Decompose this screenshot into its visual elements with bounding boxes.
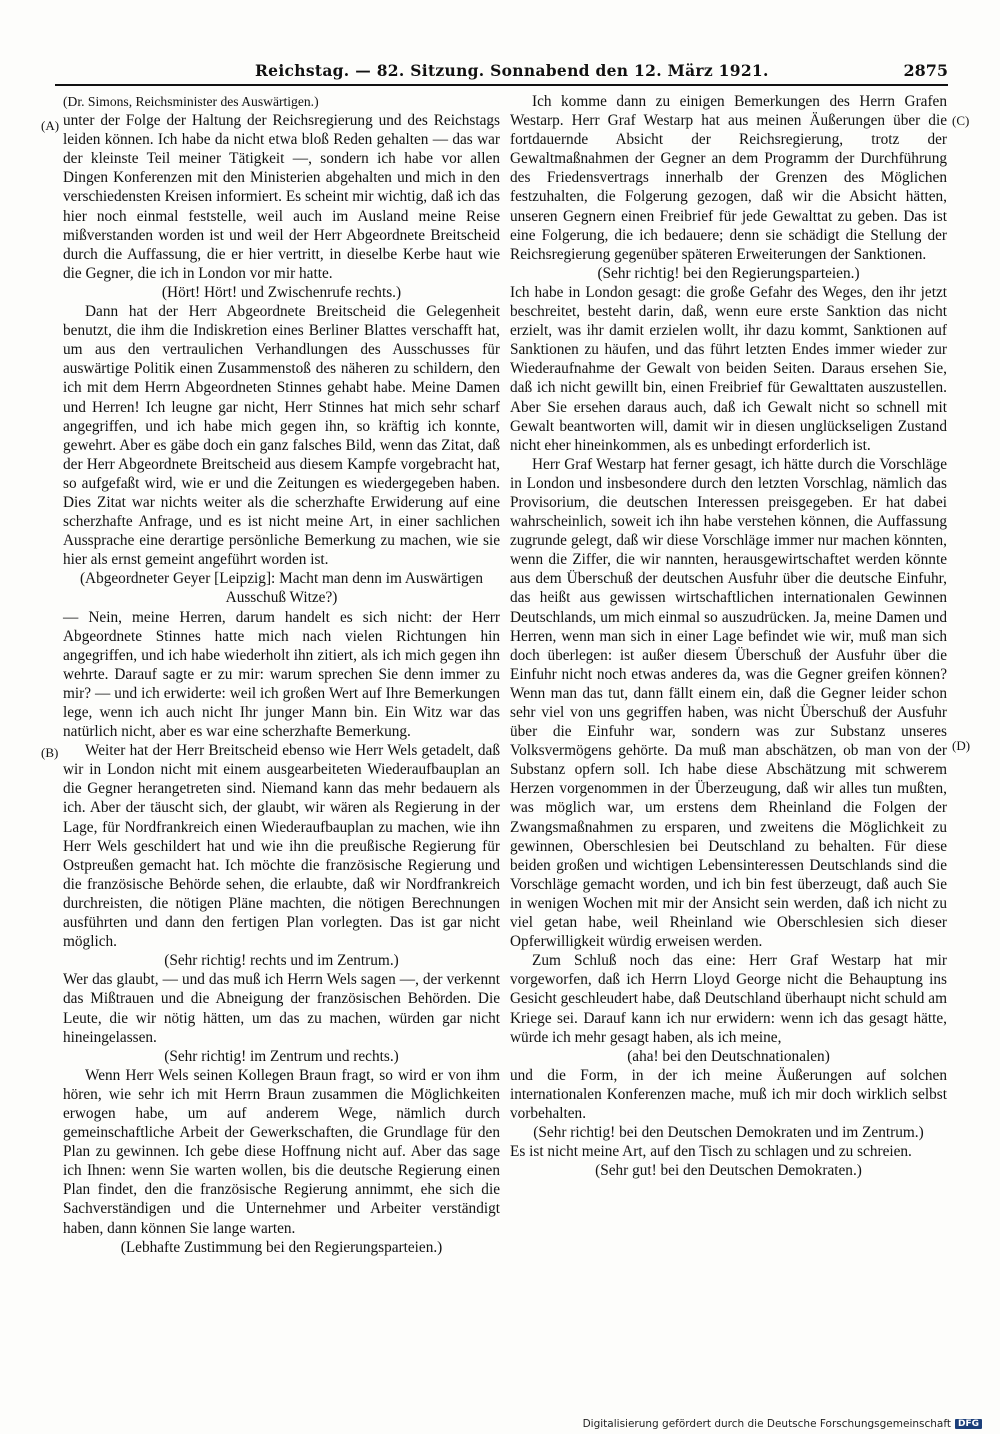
page-header — [55, 58, 948, 86]
paragraph: Dann hat der Herr Abgeordnete Breitscheid die Gelegenheit benutzt, die ihm die Indiskretion eines Berliner Blattes verschafft hat, um aus den vertraulichen Verhandlungen des Ausschusses für auswärtige Politik einen Zusammenstoß des näheren zu schildern, den ich mit dem Herrn Abgeordneten Stinnes gehabt habe. Meine Damen und Herren! Ich leugne gar nicht, Herr Stinnes hat mich sehr scharf angegriffen, und ich habe mich gegen ihn, so kräftig ich konnte, gewehrt. Aber es gäbe doch ein ganz falsches Bild, wenn das Zitat, daß der Herr Abgeordnete Breitscheid aus diesem Kampfe vorgebracht hat, so aufgefaßt wird, wie er und die Zeitungen es wiedergegeben haben. Dies Zitat war nichts weiter als die scherzhafte Erwiderung auf eine scherzhafte Anfrage, und es ist nicht meine Art, in einer sachlichen Aussprache eine derartige persönliche Bemerkung zu machen, wie sie hier als ernst gemeint angeführt worden ist. — [63, 303, 500, 569]
interjection: (Sehr richtig! bei den Regierungsparteien.) — [597, 264, 860, 282]
header-title: Reichstag. — 82. Sitzung. Sonnabend den 12. März 1921. — [255, 61, 769, 80]
paragraph: Wenn Herr Wels seinen Kollegen Braun fragt, so wird er von ihm hören, wie sehr ich mit Herrn Braun zusammen die Möglichkeiten erwogen habe, um auf anderem Wege, nämlich durch gemeinschaftliche Arbeit der Gewerkschaften, die Grundlage für den Plan zu gewinnen. Ich gebe diese Hoffnung nicht auf. Aber das sage ich Ihnen: wenn Sie warten wollen, bis die deutsche Regierung einen Plan findet, den die französische Regierung annimmt, ehe sich die Sachverständigen und die Unternehmer und Arbeiter verständigt haben, dann können Sie lange warten. — [63, 1066, 500, 1237]
left-column — [63, 92, 500, 1257]
paragraph: Herr Graf Westarp hat ferner gesagt, ich hätte durch die Vorschläge in London und insbesondere durch den letzten Vorschlag, nämlich das Provisorium, die deutschen Interessen preisgegeben. Er hat dabei wahrscheinlich, soweit ich ihn habe verstehen können, die Auffassung zugrunde gelegt, daß wir diese Vorschläge immer nur machen könnten, wenn die Ziffer, die wir nannten, herausgewirtschaftet werden könnte aus dem Überschuß der deutschen Ausfuhr über die deutsche Einfuhr, das heißt aus gewissen wirtschaftlichen internationalen Gewinnen Deutschlands, um mich einmal so auszudrücken. Ja, meine Damen und Herren, wenn man sich in einer Lage befindet wie wir, muß man sich doch überlegen: ist außer diesem Überschuß der Ausfuhr über die Einfuhr nicht noch etwas anderes da, was die Gegner greifen können? Wenn man das tut, dann fällt einem ein, daß die Gegner leider schon sehr viel von uns gegriffen haben, was nicht Überschuß der Ausfuhr über die Einfuhr war, sondern was zur Substanz unseres Volksvermögens gehörte. Da muß man abschätzen, ob man von der Substanz opfern soll. Ich habe diese Abschätzung mit schwerem Herzen vorgenommen in der Überzeugung, daß wir alles tun mußten, was möglich war, um erstens dem Rheinland die Folgen der Zwangsmaßnahmen zu ersparen, und zweitens die Möglichkeit zu gewinnen, Oberschlesien bei Deutschland zu behalten. Für diese beiden großen und wichtigen Lebensinteressen Deutschlands sind die Vorschläge gemacht worden, und ich bin fest überzeugt, daß auch Sie in wenigen Wochen mit mir der Ansicht sein werden, daß ich nicht zu viel getan habe, weil Rheinland wie Oberschlesien sich dieser Opferwilligkeit würdig erweisen werden. — [510, 455, 947, 951]
margin-mark-a: (A) — [41, 118, 60, 133]
interjection: (Sehr richtig! bei den Deutschen Demokraten und im Zentrum.) — [533, 1124, 924, 1142]
interjection: (Abgeordneter Geyer [Leipzig]: Macht man denn im Auswärtigen Ausschuß Witze?) — [79, 570, 484, 607]
interjection: (Sehr gut! bei den Deutschen Demokraten.) — [595, 1162, 862, 1180]
paragraph: Zum Schluß noch das eine: Herr Graf Westarp hat mir vorgeworfen, daß ich Herrn Lloyd George nicht die Behauptung ins Gesicht geschleudert habe, daß Deutschland überhaupt nicht schuld am Kriege sei. Darauf kann ich nur erwidern: wenn ich das gesagt hätte, würde ich mehr gesagt haben, als ich meine, — [510, 952, 947, 1046]
interjection: (Hört! Hört! und Zwischenrufe rechts.) — [161, 283, 402, 301]
margin-mark-d: (D) — [952, 738, 971, 753]
dfg-logo-icon: DFG — [955, 1419, 982, 1429]
page-number: 2875 — [903, 61, 948, 80]
paragraph: Weiter hat der Herr Breitscheid ebenso wie Herr Wels getadelt, daß wir in London nicht mit einem ausgearbeiteten Wiederaufbauplan an die Gegner herangetreten sind. Niemand kann das mehr bedauern als ich. Aber der täuscht sich, der glaubt, wir wären als Regierung in der Lage, für Nordfrankreich einen Wiederaufbauplan zu machen, wie ihn Herr Wels geschildert hat und wie ihn die preußische Regierung für Ostpreußen gemacht hat. Ich möchte die französische Regierung und die französische Behörde sehen, die erlaubte, daß wir Nordfrankreich durchreisten, die nötigen Pläne machten, die nötigen Berechnungen ausführten und dann den fertigen Plan vorlegten. Das ist gar nicht möglich. — [63, 742, 500, 951]
interjection: (Sehr richtig! rechts und im Zentrum.) — [164, 952, 399, 970]
paragraph: und die Form, in der ich meine Äußerungen auf solchen internationalen Konferenzen mache, muß ich mir doch wirklich selbst vorbehalten. — [510, 1066, 947, 1122]
paragraph: Es ist nicht meine Art, auf den Tisch zu schlagen und zu schreien. — [510, 1143, 912, 1161]
interjection: (aha! bei den Deutschnationalen) — [627, 1047, 830, 1065]
right-column — [510, 92, 947, 1180]
paragraph: Ich habe in London gesagt: die große Gefahr des Weges, den ihr jetzt beschreitet, besteht darin, daß, wenn eure erste Sanktion das nicht erzielt, was ihr damit erzielen wollt, ihr dazu kommt, Sanktionen auf Sanktionen zu häufen, und das führt letzten Endes immer wieder zur Wiederaufnahme der Gewalt von beiden Seiten. Daraus ersehen Sie, daß ich nicht gewillt bin, einen Freibrief für Gewalttaten auszustellen. Aber Sie ersehen daraus auch, daß ich Gewalt nicht so schnell mit Gewalt beantworten will, damit wir in diesen unglückseligen Zustand nicht eher hineinkommen, als es unbedingt erforderlich ist. — [510, 283, 947, 454]
margin-mark-c: (C) — [952, 113, 970, 128]
interjection: (Sehr richtig! im Zentrum und rechts.) — [164, 1047, 399, 1065]
paragraph: unter der Folge der Haltung der Reichsregierung und des Reichstags leiden können. Ich habe da nicht etwa bloß Reden gehalten — das war der kleinste Teil meiner Tätigkeit —, sondern ich habe vor allen Dingen Konferenzen mit den Ministerien abgehalten und mich in den verschiedensten Kreisen informiert. Es scheint mir wichtig, daß ich das hier noch einmal feststelle, weil auch im Ausland meine Reise mißverstanden worden ist und weil der Herr Abgeordnete Breitscheid durch die Auffassung, die er hier vertritt, in dieselbe Kerbe haut wie die Gegner, die ich in London vor mir hatte. — [63, 112, 500, 282]
footer-text: Digitalisierung gefördert durch die Deutsche Forschungsgemeinschaft — [582, 1418, 951, 1430]
paragraph: — Nein, meine Herren, darum handelt es sich nicht: der Herr Abgeordnete Stinnes hatte mich nach vielen Richtungen hin angegriffen, und ich habe wiederholt ihn zitiert, als ich mich gegen ihn wehrte. Darauf sagte er zu mir: warum sprechen Sie denn immer zu mir? — und ich erwiderte: weil ich großen Wert auf Ihre Bemerkungen lege, wenn ich auch nicht Ihr junger Mann bin. Ein Witz war das natürlich nicht, aber es war eine scherzhafte Bemerkung. — [63, 608, 500, 741]
paragraph: Wer das glaubt, — und das muß ich Herrn Wels sagen —, der verkennt das Mißtrauen und die Abneigung der französischen Behörden. Die Leute, die wir nötig hätten, um das zu machen, würden gar nicht hineingelassen. — [63, 971, 500, 1046]
interjection: (Lebhafte Zustimmung bei den Regierungsparteien.) — [120, 1238, 443, 1256]
speaker-line: (Dr. Simons, Reichsminister des Auswärtigen.) — [63, 94, 319, 109]
margin-mark-b: (B) — [41, 745, 59, 760]
paragraph: Ich komme dann zu einigen Bemerkungen des Herrn Grafen Westarp. Herr Graf Westarp hat aus meinen Äußerungen über die fortdauernde Absicht der Reichsregierung, trotz der Gewaltmaßnahmen der Gegner an dem Programm der Durchführung des Friedensvertrags innerhalb der Grenzen des Möglichen festzuhalten, die Folgerung gezogen, daß wir die Absicht hätten, unseren Gegnern einen Freibrief für jede Gewalttat zu geben. Das ist eine Folgerung, die ich bedauere; denn sie schädigt die Stellung der Reichsregierung gegenüber späteren Erweiterungen der Sanktionen. — [510, 93, 947, 263]
footer-credit — [583, 1418, 982, 1430]
